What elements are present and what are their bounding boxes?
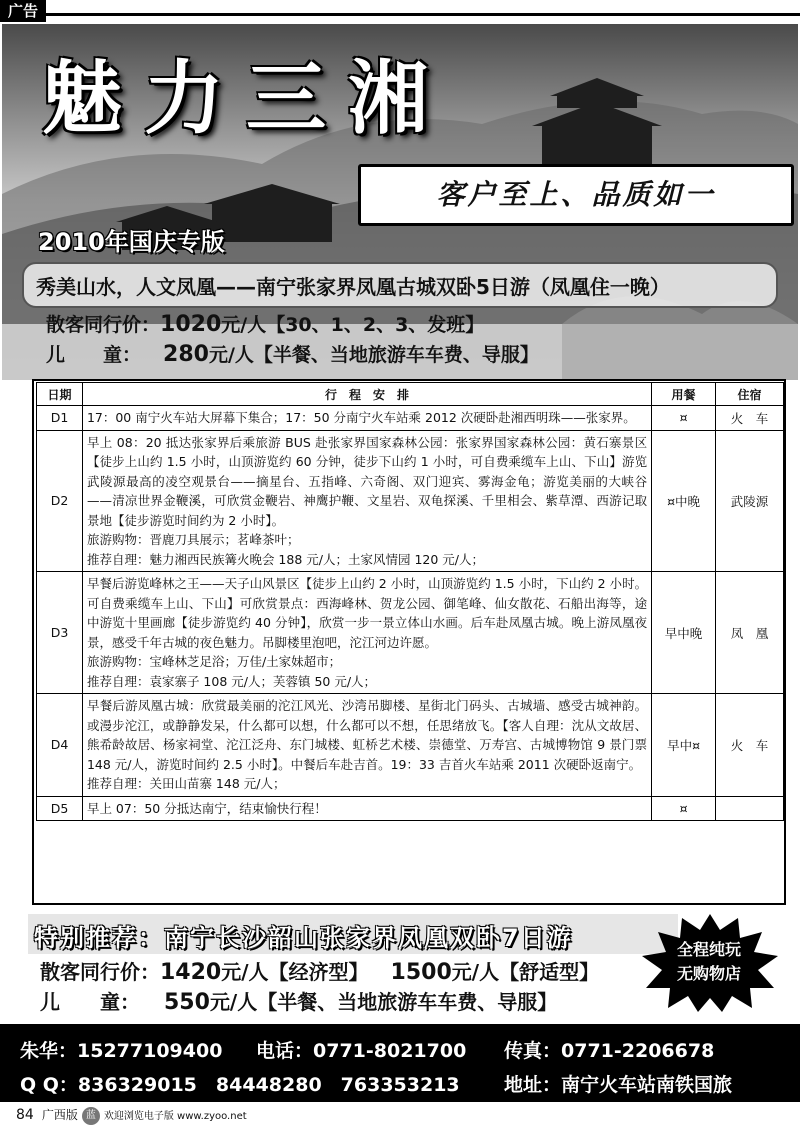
- row-lodging: 武陵源: [716, 430, 784, 572]
- starburst-line-1: 全程纯玩: [676, 940, 741, 959]
- row-line: 早餐后游凤凰古城：欣赏最美丽的沱江风光、沙湾吊脚楼、星街北门码头、古城墙、感受古城神韵。或漫步沱江，或静静发呆，什么都可以想，什么都可以不想，任思绪放飞。【客人自理：沈从文故居、熊希龄故居、杨家祠堂、沱江泛舟、东门城楼、虹桥艺术楼、崇德堂、万寿宫、古城博物馆 9 景门票 148 元/人，游览时间约 2.5 小时】。中餐后车赴吉首。19：33 吉首火车站乘 2011 次硬卧返南宁。: [86, 698, 648, 772]
- row-line-shopping: 旅游购物：宝峰林芝足浴；万佳/土家妹超市；: [86, 654, 342, 669]
- website-note: 欢迎浏览电子版 www.zyoo.net: [103, 1111, 247, 1122]
- row-line-optional: 推荐自理：魅力湘西民族篝火晚会 188 元/人；土家风情园 120 元/人；: [86, 551, 484, 567]
- row-day: D3: [37, 572, 83, 694]
- child-price-line: [46, 340, 539, 367]
- row-line-optional: 推荐自理：关田山苗寨 148 元/人；: [86, 776, 286, 791]
- row-line-optional: 推荐自理：袁家寨子 108 元/人；芙蓉镇 50 元/人；: [86, 673, 377, 689]
- recommend-price-economy: 1420: [160, 960, 222, 985]
- contact-qq: Q Q：836329015 84448280 763353213: [20, 1074, 460, 1096]
- contact-name: 朱华：15277109400: [20, 1040, 223, 1062]
- row-day: D2: [37, 430, 83, 572]
- table-row: [37, 406, 784, 431]
- recommend-child-price: 550: [164, 990, 210, 1015]
- recommend-price-comfort: 1500: [390, 960, 452, 985]
- recommend-unit-comfort: 元/人【舒适型】: [451, 960, 600, 984]
- ad-tag: 广告: [0, 0, 46, 22]
- table-row: [37, 572, 784, 694]
- row-line-shopping: 旅游购物：晋鹿刀具展示；茗峰茶叶；: [86, 532, 300, 547]
- child-price-unit: 元/人【半餐、当地旅游车车费、导服】: [208, 344, 539, 366]
- row-description: [82, 796, 651, 821]
- page-number: 84: [16, 1107, 34, 1123]
- recommend-title: 特别推荐：南宁长沙韶山张家界凤凰双卧7日游: [34, 924, 573, 952]
- contact-fax: 传真：0771-2206678: [504, 1040, 715, 1062]
- adult-price-label: 散客同行价：: [46, 314, 161, 336]
- child-price: 280: [163, 342, 209, 367]
- adult-price: 1020: [160, 312, 222, 337]
- table-row: [37, 694, 784, 797]
- recommend-adult-label: 散客同行价：: [40, 960, 160, 984]
- row-description: [82, 572, 651, 694]
- header-lodging: 住宿: [716, 383, 784, 406]
- row-meal: ¤中晚: [652, 430, 716, 572]
- itinerary-table: [36, 382, 784, 821]
- row-description: [82, 430, 651, 572]
- row-lodging: 凤 凰: [716, 572, 784, 694]
- row-lodging: [716, 796, 784, 821]
- table-header-row: [37, 383, 784, 406]
- row-line: 早餐后游览峰林之王——天子山风景区【徒步上山约 2 小时，山顶游览约 1.5 小时，下山约 2 小时。可自费乘缆车上山、下山】可欣赏景点：西海峰林、贺龙公园、御笔峰、仙女散花、石船出海等，途中游览十里画廊【徒步游览约 40 分钟】，欣赏一步一景立体山水画。后车赴凤凰古城。晚上游凤凰夜景，感受千年古城的夜色魅力。吊脚楼里泡吧，沱江河边许愿。: [86, 576, 648, 650]
- starburst-text: [652, 938, 766, 986]
- row-line: 17：00 南宁火车站大屏幕下集合；17：50 分南宁火车站乘 2012 次硬卧赴湘西明珠——张家界。: [86, 410, 636, 425]
- recommend-child-unit: 元/人【半餐、当地旅游车车费、导服】: [209, 990, 558, 1014]
- adult-price-unit: 元/人【30、1、2、3、发班】: [221, 314, 485, 336]
- row-meal: 早中¤: [652, 694, 716, 797]
- recommend-child-label: 儿 童：: [40, 990, 140, 1014]
- edition-label: 2010年国庆专版: [38, 228, 225, 256]
- row-meal: ¤: [652, 796, 716, 821]
- edition-badge: 蓝: [82, 1107, 100, 1125]
- row-lodging: 火 车: [716, 694, 784, 797]
- top-rule: [46, 13, 800, 16]
- row-description: [82, 694, 651, 797]
- header-date: 日期: [37, 383, 83, 406]
- slogan: 客户至上、品质如一: [358, 164, 794, 226]
- row-line: 早上 08：20 抵达张家界后乘旅游 BUS 赴张家界国家森林公园：张家界国家森林公园：黄石寨景区【徒步上山约 1.5 小时，山顶游览约 60 分钟，徒步下山约 1 小时，可自费乘缆车上山、下山】游览武陵源最高的凌空观景台——摘星台、五指峰、六奇阁、双门迎宾、雾海金龟；游览美丽的大峡谷——清凉世界金鞭溪，可欣赏金鞭岩、神鹰护鞭、文星岩、双龟探溪、千里相会、紫草潭、西游记取景地【徒步游览时间约为 2 小时】。: [86, 434, 648, 528]
- header-meals: 用餐: [652, 383, 716, 406]
- row-meal: 早中晚: [652, 572, 716, 694]
- adult-price-line: [46, 310, 484, 337]
- recommend-unit-economy: 元/人【经济型】: [221, 960, 369, 984]
- contact-address: 地址：南宁火车站南铁国旅: [504, 1074, 733, 1096]
- row-line: 早上 07：50 分抵达南宁，结束愉快行程！: [86, 800, 327, 816]
- header-itinerary: 行 程 安 排: [82, 383, 651, 406]
- table-row: [37, 430, 784, 572]
- recommend-adult-line: [40, 956, 599, 985]
- contact-phone: 电话：0771-8021700: [256, 1040, 467, 1062]
- tour-headline: 秀美山水，人文凤凰——南宁张家界凤凰古城双卧5日游（凤凰住一晚）: [36, 275, 670, 299]
- row-day: D5: [37, 796, 83, 821]
- table-row: [37, 796, 784, 821]
- row-description: [82, 406, 651, 431]
- row-day: D1: [37, 406, 83, 431]
- recommend-child-line: [40, 986, 557, 1015]
- contact-bar: [0, 1024, 800, 1102]
- row-lodging: 火 车: [716, 406, 784, 431]
- row-meal: ¤: [652, 406, 716, 431]
- starburst-line-2: 无购物店: [676, 964, 741, 983]
- footer: [16, 1106, 247, 1125]
- row-day: D4: [37, 694, 83, 797]
- page-title: 魅力三湘: [42, 51, 450, 145]
- edition-name: 广西版: [41, 1108, 78, 1122]
- child-price-label: 儿 童：: [46, 344, 142, 366]
